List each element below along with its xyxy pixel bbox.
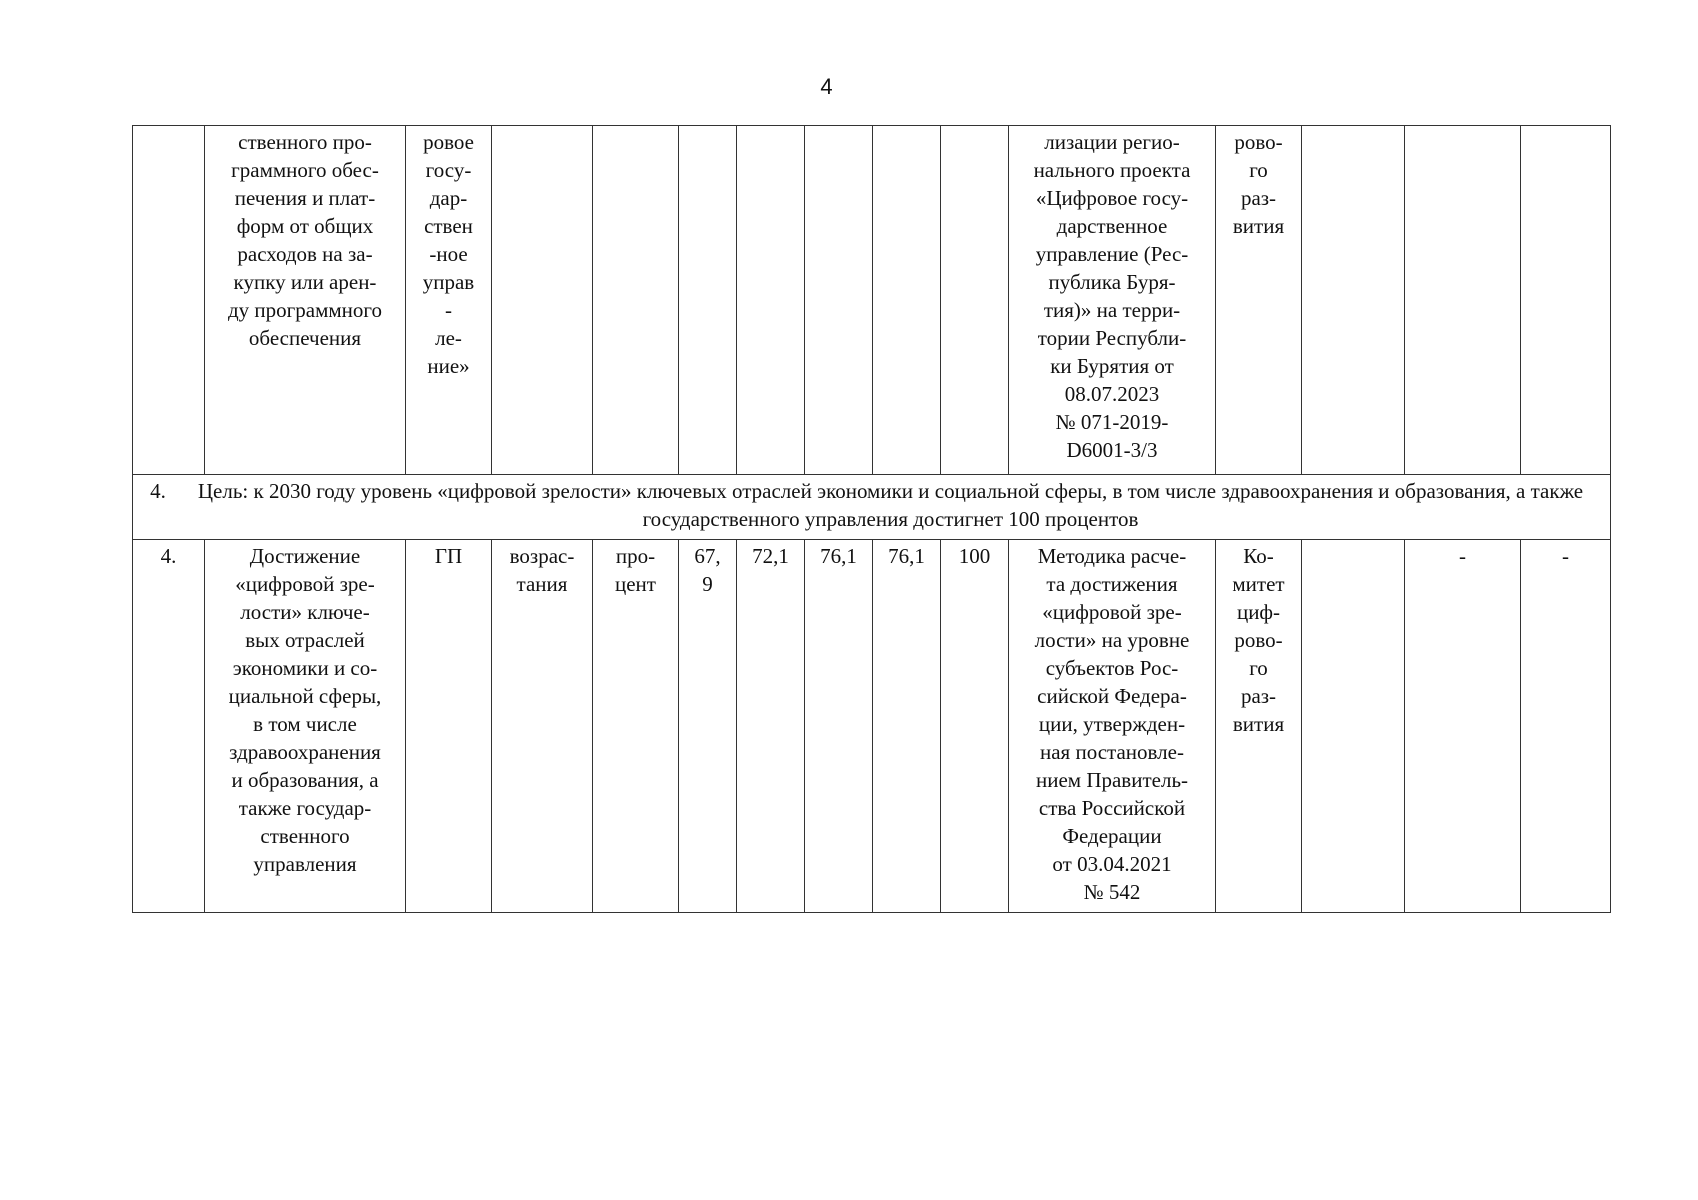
cell-unit	[593, 126, 679, 475]
cell-value-4: 100	[941, 540, 1009, 913]
table-row-continuation	[133, 126, 1611, 475]
indicators-table	[132, 125, 1611, 913]
cell-value-1: 72,1	[737, 540, 805, 913]
cell-base-value	[679, 126, 737, 475]
cell-unit: про- цент	[593, 540, 679, 913]
cell-value-1	[737, 126, 805, 475]
cell-value-2: 76,1	[805, 540, 873, 913]
cell-indicator-name: ственного про- граммного обес- печения и плат- форм от общих расходов на за- купку или арен- ду программного обеспечения	[205, 126, 406, 475]
cell-value-3: 76,1	[873, 540, 941, 913]
cell-col-13	[1302, 540, 1405, 913]
cell-value-4	[941, 126, 1009, 475]
cell-goal	[133, 475, 1611, 540]
goal-text: Цель: к 2030 году уровень «цифровой зрелости» ключевых отраслей экономики и социальной сферы, в том числе здравоохранения и образования, а также государственного управления достигнет 100 процентов	[197, 479, 1584, 531]
cell-col-13	[1302, 126, 1405, 475]
table-row-indicator	[133, 540, 1611, 913]
cell-number	[133, 126, 205, 475]
cell-col-14: -	[1405, 540, 1521, 913]
cell-indicator-name: Достижение «цифровой зре- лости» ключе- вых отраслей экономики и со- циальной сферы, в том числе здравоохранения и образования, а также государ- ственного управления	[205, 540, 406, 913]
cell-number: 4.	[133, 540, 205, 913]
cell-trend: возрас- тания	[492, 540, 593, 913]
cell-responsible: рово- го раз- вития	[1216, 126, 1302, 475]
cell-value-2	[805, 126, 873, 475]
cell-level: ровое госу- дар- ствен -ное управ - ле- ние»	[406, 126, 492, 475]
table-row-goal	[133, 475, 1611, 540]
cell-trend	[492, 126, 593, 475]
cell-level: ГП	[406, 540, 492, 913]
cell-base-value: 67, 9	[679, 540, 737, 913]
cell-responsible: Ко- митет циф- рово- го раз- вития	[1216, 540, 1302, 913]
cell-col-15	[1521, 126, 1611, 475]
cell-method: лизации регио- нального проекта «Цифровое госу- дарственное управление (Рес- публика Буря- тия)» на терри- тории Республи- ки Бурятия от 08.07.2023 № 071-2019- D6001-3/3	[1009, 126, 1216, 475]
cell-value-3	[873, 126, 941, 475]
page-number: 4	[820, 74, 833, 99]
cell-col-14	[1405, 126, 1521, 475]
goal-number: 4.	[150, 479, 166, 503]
cell-method: Методика расче- та достижения «цифровой зре- лости» на уровне субъектов Рос- сийской Федера- ции, утвержден- ная постановле- нием Правитель- ства Российской Федерации от 03.04.2021 № 542	[1009, 540, 1216, 913]
cell-col-15: -	[1521, 540, 1611, 913]
